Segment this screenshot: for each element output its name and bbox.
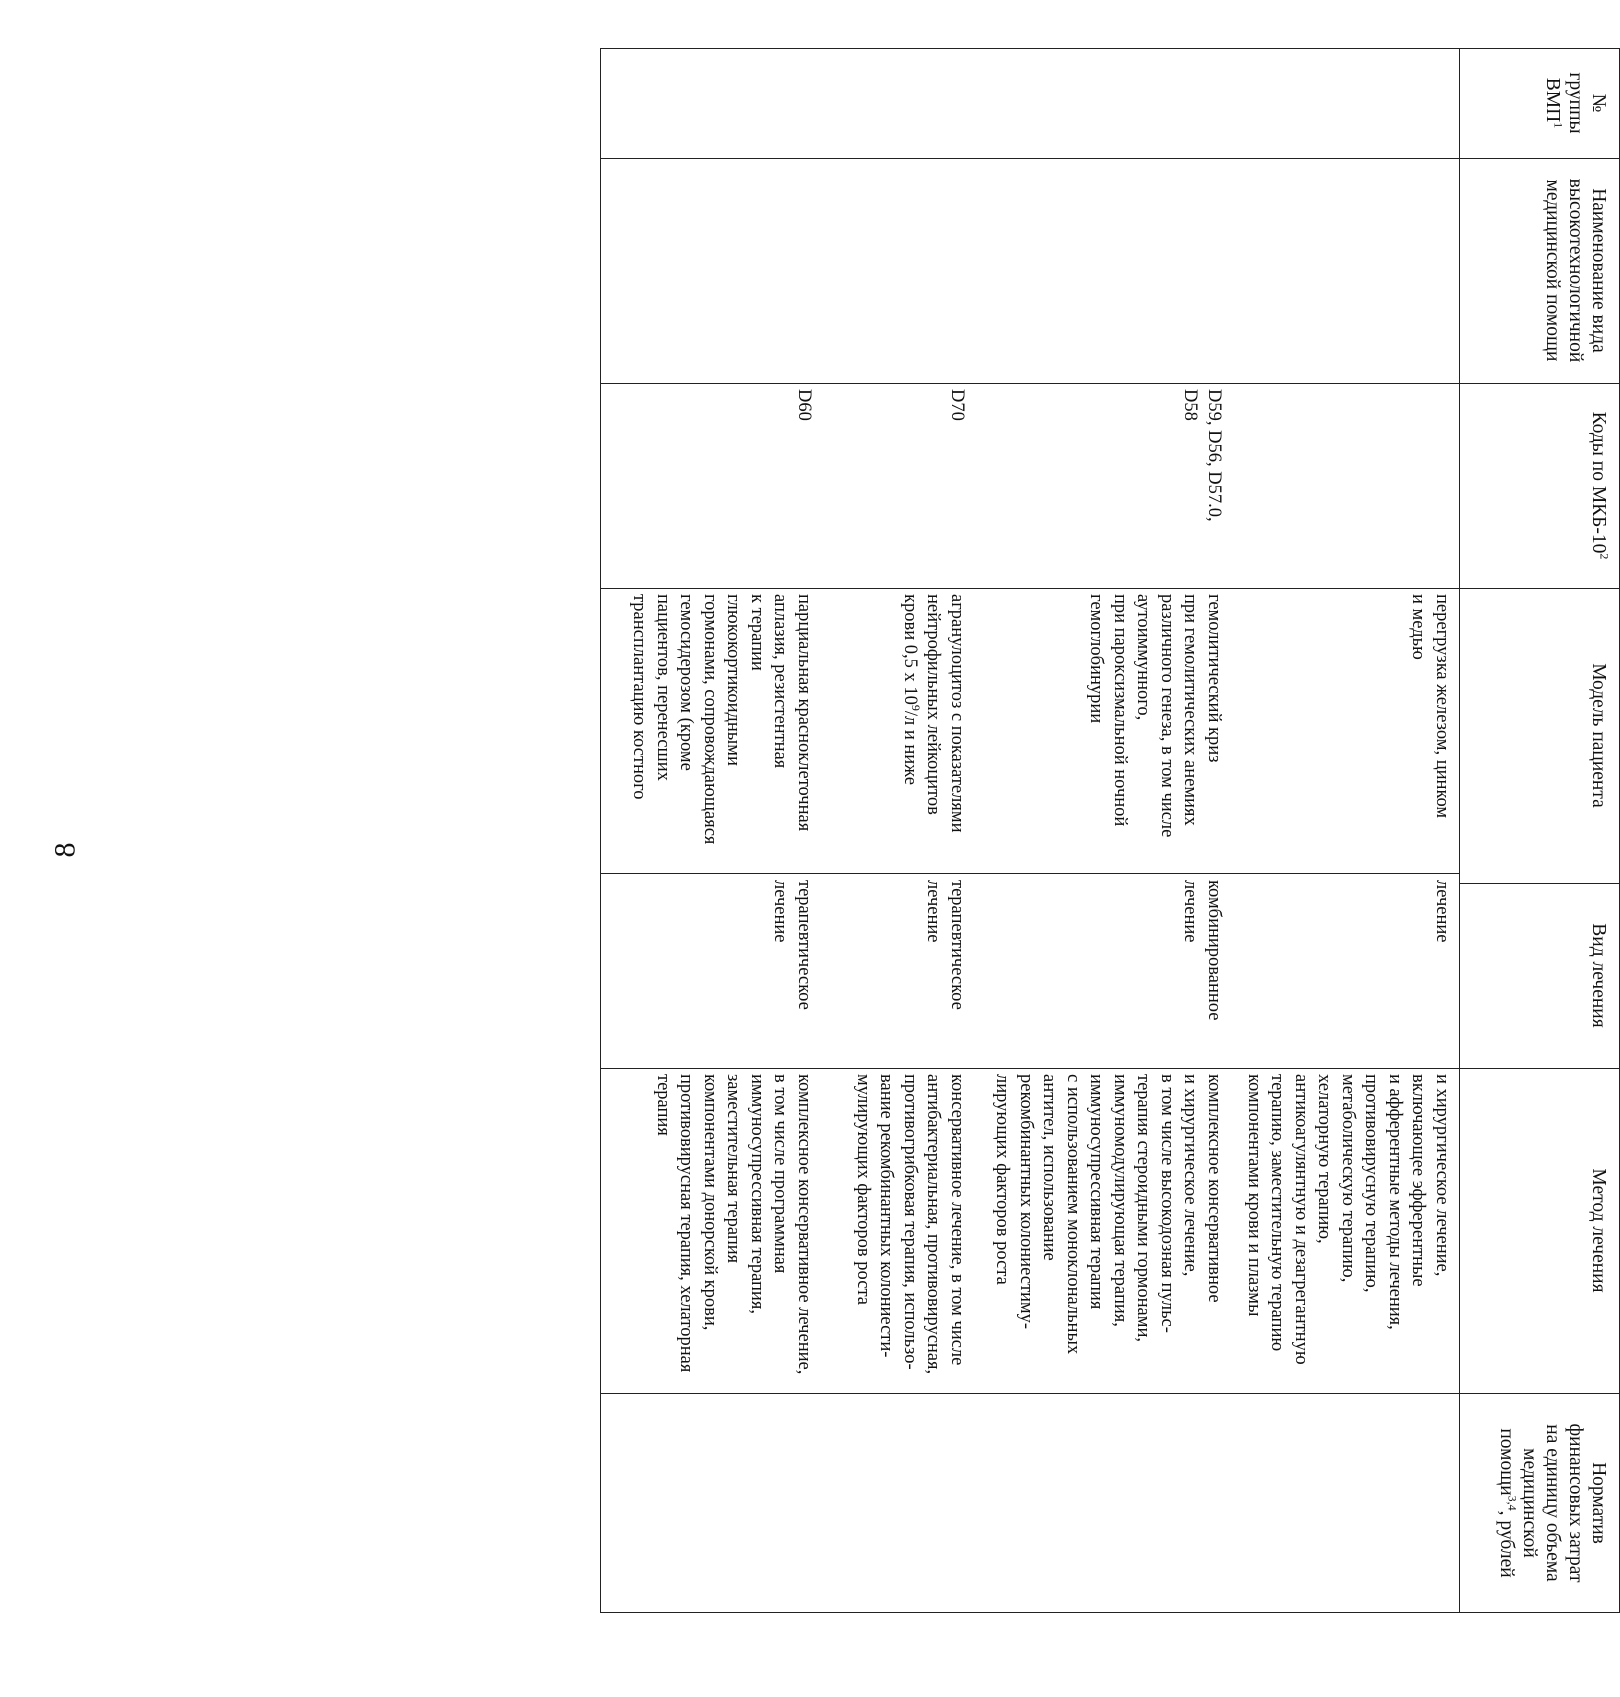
- row3-treatment-method: консервативное лечение, в том числе антибактериальная, противовирусная, противогрибковая терапия, использо- вание рекомбинантных колониести- мулирующих факторов роста: [853, 1074, 967, 1375]
- row1-patient-model: перегрузка железом, цинком и медью: [1408, 594, 1452, 819]
- rotated-table: [600, 48, 1620, 1613]
- row4-icd-codes: D60: [794, 389, 814, 421]
- header-treatment-method: Метод лечения: [1588, 1168, 1609, 1293]
- row3-icd-codes: D70: [947, 389, 967, 421]
- row4-treatment-method: комплексное консервативное лечение, в том числе программная иммуносупрессивная терапия, заместительная терапия компонентами донорской крови, противовирусная терапия, хелаторная терапия: [653, 1074, 814, 1375]
- row2-patient-model: гемолитический криз при гемолитических анемиях различного генеза, в том числе аутоиммунного, при пароксизмальной ночной гемоглобинурии: [1086, 594, 1224, 838]
- header-patient-model: Модель пациента: [1588, 663, 1609, 808]
- row3-treatment-kind: терапевтическое лечение: [923, 880, 967, 1010]
- header-treatment-kind: Вид лечения: [1588, 923, 1609, 1028]
- row4-treatment-kind: терапевтическое лечение: [770, 880, 814, 1010]
- row1-treatment-kind: лечение: [1432, 880, 1452, 943]
- col-divider: [600, 873, 1460, 874]
- header-icd-codes: Коды по МКБ-$10^2$: [1588, 411, 1612, 560]
- row2-treatment-kind: комбинированное лечение: [1180, 880, 1224, 1021]
- row4-patient-model: парциальная красноклеточная аплазия, резистентная к терапии глюкокортикоидными гормонами, сопровождающаяся гемосидерозом (кроме пациентов, перенесших трансплантацию костного: [629, 594, 814, 845]
- header-care-type: Наименование вида высокотехнологичной медицинской помощи: [1542, 178, 1609, 363]
- header-group-number: № группы ВМП$^1$: [1542, 72, 1609, 134]
- row2-treatment-method: комплексное консервативное и хирургическое лечение, в том числе высокодозная пульс- терапия стероидными гормонами, иммуномодулирующая терапия, иммуносупрессивная терапия с использованием моноклональных антител, использование рекомбинантных колониестиму- лирующих факторов роста: [992, 1074, 1224, 1355]
- row3-patient-model: агранулоцитоз с показателями нейтрофильных лейкоцитов крови 0,5 х $10^9/л$ и ниже: [900, 594, 967, 833]
- header-cost-standard: Норматив финансовых затрат на единицу объема медицинской помощи$^{3,4}$, рублей: [1496, 1423, 1609, 1583]
- row2-icd-codes: D59, D56, D57.0, D58: [1180, 389, 1224, 522]
- row1-treatment-method: и хирургическое лечение, включающее эфферентные и афферентные методы лечения, противовирусную терапию, метаболическую терапию, хелаторную терапию, антикоагулянтную и дезагрегантную терапию, заместительную терапию компонентами крови и плазмы: [1244, 1074, 1452, 1365]
- page-number: 8: [48, 842, 82, 858]
